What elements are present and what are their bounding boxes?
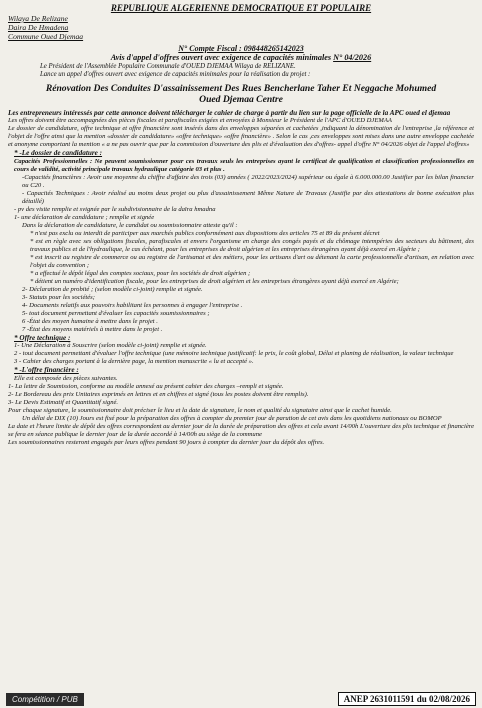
candidature-item: 4- Documents relatifs aux pouvoirs habilitant les personnes à engager l'entreprise .	[22, 301, 243, 309]
footer	[6, 690, 476, 706]
candidature-item: 3- Statuts pour les sociétés;	[22, 293, 95, 301]
technical-offer-item: 1- Une Déclaration à Souscrire (selon modèle ci-joint) remplie et signée.	[14, 342, 207, 350]
wilaya-line: Wilaya De Relizane	[8, 14, 68, 23]
deadline-paragraph: Un délai de DIX (10) Jours est fixé pour la préparation des offres à compter du premier jour de parution de cet avis dans les quotidiens nationaux ou BOMOP	[22, 414, 442, 422]
financial-offer-item: 3- Le Devis Estimatif et Quantitatif signé.	[8, 398, 119, 406]
notice-title-text: Avis d'appel d'offres ouvert avec exigence de capacités minimales	[110, 53, 334, 63]
candidature-item: 2- Déclaration de probité ; (selon modèle ci-joint) remplie et signée.	[22, 285, 203, 293]
anep-reference: ANEP 2631011591 du 02/08/2026	[338, 692, 476, 706]
intro-block	[8, 63, 474, 79]
project-title-line: Oued Djemaa Centre	[199, 94, 283, 106]
financial-offer-item: 2- Le Bordereau des prix Unitaires exprimés en lettres et en chiffres et signé (tous les postes doivent être remplis).	[8, 390, 309, 398]
download-notice: Les entrepreneurs intéressés par cette annonce doivent télécharger le cahier de charge à partir du lien sur la page officielle de la APC oued el djemaa	[8, 108, 451, 117]
technical-offer-item: 3 - Cahier des charges portant à la dernière page, la mention manuscrite « lu et accepté ».	[14, 358, 254, 366]
intro-line: Le Président de l'Assemblée Populaire Communale d'OUED DJEMAA Wilaya de RELIZANE.	[40, 63, 296, 71]
cap-label: Capacités Professionnelles	[14, 157, 88, 165]
candidature-item: 5- tout document permettant d'évaluer les capacités soumissionnaires ;	[22, 309, 210, 317]
declaration-item: 1- une déclaration de candidature ; remplie et signée	[14, 213, 155, 221]
notice-title	[8, 53, 474, 63]
validity-paragraph: Les soumissionnaires resteront engagés par leurs offres pendant 90 jours à compter du dernier jour du dépôt des offres.	[8, 438, 325, 446]
candidature-heading: * -Le dossier de candidature :	[14, 149, 103, 158]
declaration-intro: Dans la déclaration de candidature, le candidat ou soumissionnaire atteste qu'il :	[22, 221, 238, 229]
intro-line: Lance un appel d'offres ouvert avec exigence de capacités minimales pour la réalisation du projet :	[40, 71, 311, 79]
financial-offer-heading: * -L'offre financière :	[14, 366, 79, 375]
technical-capacities: - Capacités Techniques : Avoir réalisé au moins deux projet ou plus d'assainissement Même Nature de Travaux (Justifie par des attestations de bonne exécution plus détaillé)	[22, 189, 474, 205]
professional-capacities	[8, 158, 474, 174]
declaration-bullet: * est en règle avec ses obligations fiscales, parafiscales et envers l'organisme en charge des congés payés et du chômage intempéries des secteurs du bâtiment, des travaux publics et de l'hydraulique, le cas échéant, pour les entreprises de droit algérien et les entreprises étrangères ayant déjà exercé en Algérie ;	[30, 237, 474, 253]
issuer-block	[8, 14, 474, 42]
candidature-item: 7 -État des moyens matériels à mettre dans le projet .	[22, 325, 163, 333]
submission-paragraph: Les offres doivent être accompagnées des pièces fiscales et parafiscales exigées et envoyées à Monsieur le Président de l'APC d'OUED DJEMAA	[8, 117, 392, 125]
republic-title: REPUBLIQUE ALGERIENNE DEMOCRATIQUE ET POPULAIRE	[110, 3, 372, 13]
financial-offer-item: 1- La lettre de Soumission, conforme au modèle annexé au présent cahier des charges –rempli et signée.	[8, 382, 284, 390]
project-title-line: Rénovation Des Conduites D'assainissement Des Rues Bencherlane Taher Et Neggache Mohumed	[45, 82, 437, 94]
project-title	[8, 83, 474, 106]
signature-paragraph: Pour chaque signature, le soumissionnaire doit préciser le lieu et la date de signature, le nom et qualité du signataire ainsi que le cachet humide.	[8, 406, 392, 414]
daira-line: Daira De Hmadena	[8, 23, 69, 33]
declaration-bullet: * détient un numéro d'identification fiscale, pour les entreprises de droit algérien et les entreprises étrangères ayant déjà exercé en Algérie;	[30, 277, 399, 285]
commune-line: Commune Oued Djemaa	[8, 32, 84, 42]
declaration-bullet: * n'est pas exclu ou interdit de participer aux marchés publics conformément aux dispositions des articles 75 et 89 du présent décret	[30, 229, 380, 237]
declaration-bullet: * est inscrit au registre de commerce ou au registre de l'artisanat et des métiers, pour les artisans d'art ou détenant la carte professionnelle d'artisan, en relation avec l'objet du convention ;	[30, 253, 474, 269]
notice-number: N° 04/2026	[333, 53, 372, 63]
site-visit-line: - pv des visite remplie et svignée par le subdivisionnaire de la daïra hmadna	[14, 205, 216, 213]
technical-offer-heading: * Offre technique :	[14, 333, 71, 342]
fiscal-number: N° Compte Fiscal : 098448265142023	[178, 43, 304, 53]
envelope-paragraph: Le dossier de candidature, offre technique et offre financière sont insérés dans des enveloppes séparées et cachetées ,indiquant la dénomination de l'entreprise ,la référence et l'objet de l'offre ainsi que la mention «dossier de candidature» «offre technique» «offre financière» . Selon le cas ,ces enveloppes sont mises dans une autre enveloppe cachetée et anonyme comportant la mention « a ne pas ouvrir que par la commission d'ouverture des plis et d'évaluation des d'offres- appel d'offre N° 04/2026 objet de l'appel d'offres»	[8, 125, 474, 149]
technical-offer-item: 2 - tout document permettant d'évaluer l'offre technique (une mémoire technique justificatif: le prix, le coût global, Délai et planing de réalisation, la valeur technique	[14, 350, 454, 358]
candidature-item: 6 -État des moyen humaine à mettre dans le projet .	[22, 317, 158, 325]
declaration-bullet: * a effectué le dépôt légal des comptes sociaux, pour les sociétés de droit algérien ;	[30, 269, 251, 277]
cap-text: : Ne peuvent soumissionner pour ces travaux seuls les entreprises ayant le certificat de qualification et classification professionnelles en cours de validité, activité principale travaux hydraulique catégorie 03 et plus .	[14, 157, 474, 173]
opening-paragraph: La date et l'heure limite de dépôt des offres correspondent au dernier jour de la durée de préparation des offres et cela avant 14/00h L'ouverture des plis technique et financière se fera en séance publique le dernier jour de la durée accordé à 14/00h au siège de la commune	[8, 422, 474, 438]
category-tag: Compétition / PUB	[6, 693, 84, 706]
financial-capacities: -Capacités financières : Avoir une moyenne du chiffre d'affaire des trois (03) années ( 2022/2023/2024) supérieur ou égale à 6.000.000.00 Justifier par les bilan financier ou C20 .	[22, 173, 474, 189]
financial-offer-intro: Elle est composée des pièces suivantes.	[14, 374, 118, 382]
